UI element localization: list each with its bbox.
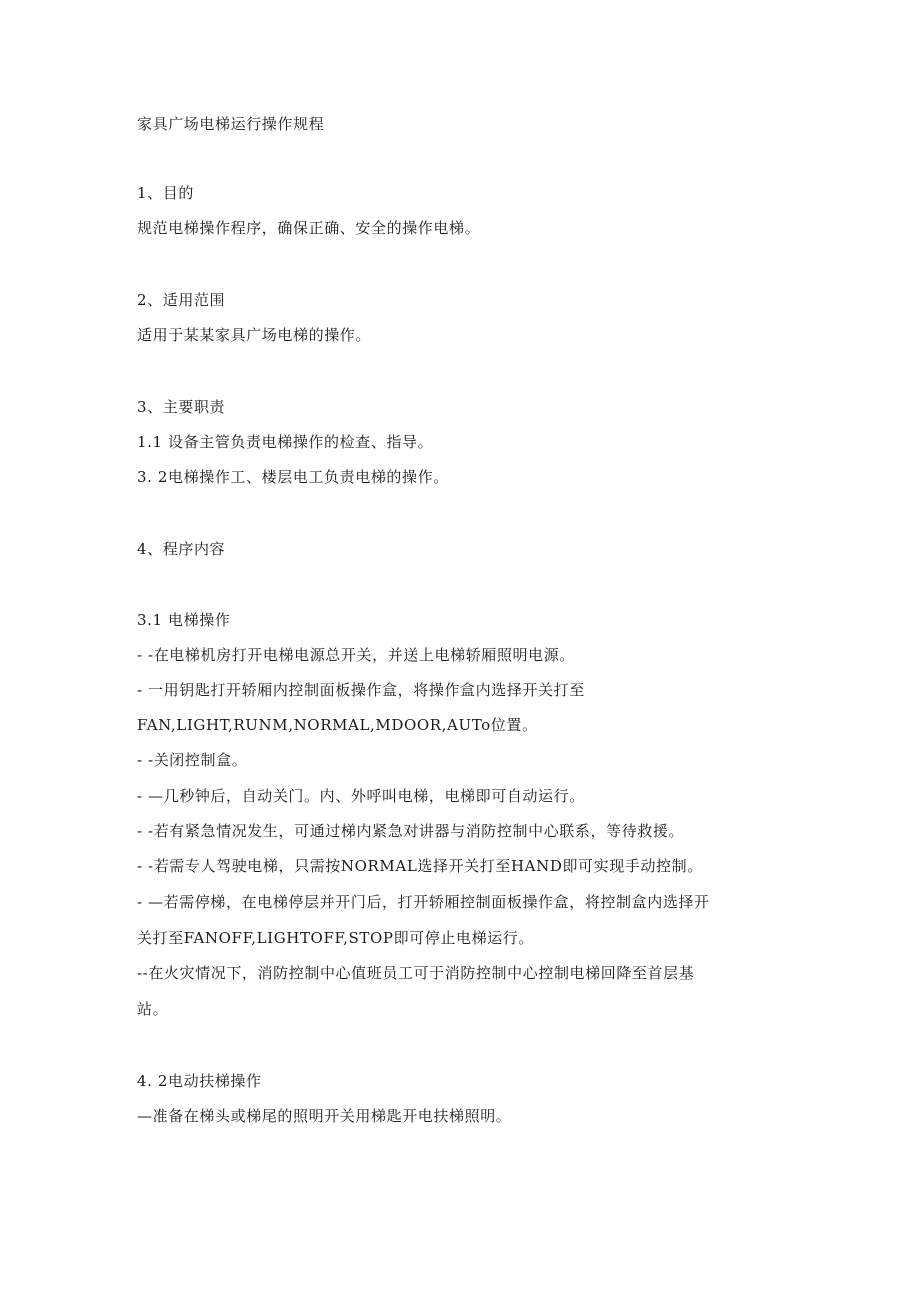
procedure-step: --在火灾情况下，消防控制中心值班员工可于消防控制中心控制电梯回降至首层基	[137, 964, 695, 982]
subsection-heading-elevator: 3.1 电梯操作	[137, 611, 231, 629]
responsibility-item: 1.1 设备主管负责电梯操作的检查、指导。	[137, 433, 434, 451]
procedure-step-continuation: 站。	[137, 1000, 169, 1018]
subsection-heading-escalator: 4. 2电动扶梯操作	[137, 1072, 262, 1090]
procedure-step: - -关闭控制盒。	[137, 751, 248, 769]
procedure-step: - -若需专人驾驶电梯，只需按NORMAL选择开关打至HAND即可实现手动控制。	[137, 857, 703, 875]
procedure-step: —准备在梯头或梯尾的照明开关用梯匙开电扶梯照明。	[137, 1107, 512, 1125]
responsibility-item: 3. 2电梯操作工、楼层电工负责电梯的操作。	[137, 468, 449, 486]
procedure-step-continuation: 关打至FANOFF,LIGHTOFF,STOP即可停止电梯运行。	[137, 929, 534, 947]
procedure-step: - —几秒钟后，自动关门。内、外呼叫电梯，电梯即可自动运行。	[137, 787, 585, 805]
section-heading-responsibilities: 3、主要职责	[137, 398, 226, 416]
section-heading-scope: 2、适用范围	[137, 291, 226, 309]
procedure-step-continuation: FAN,LIGHT,RUNM,NORMAL,MDOOR,AUTo位置。	[137, 716, 538, 734]
procedure-step: - -在电梯机房打开电梯电源总开关，并送上电梯轿厢照明电源。	[137, 646, 575, 664]
procedure-step: - -若有紧急情况发生，可通过梯内紧急对讲器与消防控制中心联系，等待救援。	[137, 822, 685, 840]
section-heading-procedure: 4、程序内容	[137, 540, 226, 558]
procedure-step: - 一用钥匙打开轿厢内控制面板操作盒，将操作盒内选择开关打至	[137, 681, 585, 699]
document-title: 家具广场电梯运行操作规程	[137, 115, 325, 133]
section-text-scope: 适用于某某家具广场电梯的操作。	[137, 326, 372, 344]
section-text-purpose: 规范电梯操作程序，确保正确、安全的操作电梯。	[137, 219, 481, 237]
procedure-step: - —若需停梯，在电梯停层并开门后，打开轿厢控制面板操作盒，将控制盒内选择开	[137, 893, 710, 911]
section-heading-purpose: 1、目的	[137, 184, 194, 202]
